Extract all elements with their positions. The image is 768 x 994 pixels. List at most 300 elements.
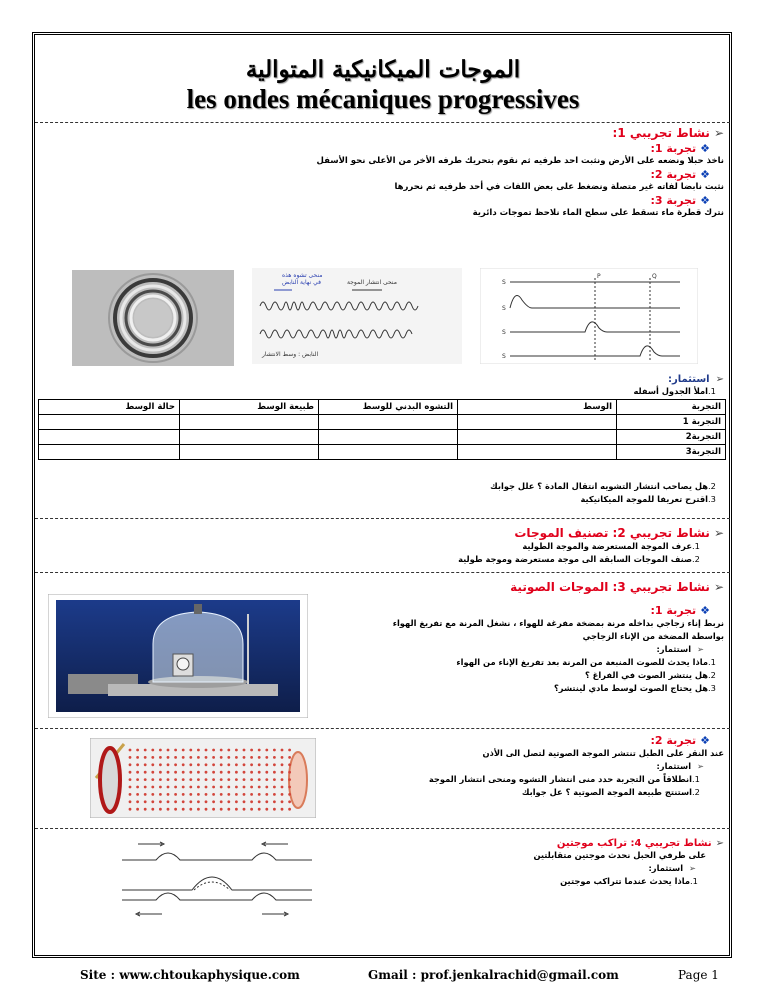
table-header-row bbox=[39, 400, 726, 415]
activity-3-exp-2-title: ❖تجربة 2: bbox=[650, 734, 710, 747]
air-particle bbox=[250, 786, 253, 789]
air-particle bbox=[227, 786, 230, 789]
rope-label-s: S bbox=[502, 353, 506, 360]
air-particle bbox=[250, 800, 253, 803]
air-particle bbox=[205, 808, 208, 811]
air-particle bbox=[205, 778, 208, 781]
exp-3-text: نترك قطرة ماء تسقط على سطح الماء نلاحظ تموجات دائرية bbox=[472, 208, 724, 218]
air-particle bbox=[129, 756, 132, 759]
air-particle bbox=[235, 749, 238, 752]
air-particle bbox=[250, 778, 253, 781]
air-particle bbox=[227, 771, 230, 774]
air-particle bbox=[281, 771, 284, 774]
air-particle bbox=[235, 793, 238, 796]
air-particle bbox=[174, 771, 177, 774]
air-particle bbox=[288, 793, 291, 796]
air-particle bbox=[167, 771, 170, 774]
air-particle bbox=[144, 749, 147, 752]
air-particle bbox=[250, 808, 253, 811]
table-header: حالة الوسط bbox=[39, 400, 180, 415]
air-particle bbox=[205, 763, 208, 766]
air-particle bbox=[159, 763, 162, 766]
spring-label-medium: النابض : وسط الانتشار bbox=[262, 351, 319, 358]
table-cell: التجربة2 bbox=[617, 430, 726, 445]
air-particle bbox=[250, 749, 253, 752]
air-particle bbox=[265, 778, 268, 781]
air-particle bbox=[212, 808, 215, 811]
air-particle bbox=[151, 786, 154, 789]
activity-3-exp-2-text: عند النقر على الطبل تنتشر الموجة الصوتية لتصل الى الأذن bbox=[482, 748, 724, 758]
water-ripples-image bbox=[72, 270, 234, 366]
table-cell[interactable] bbox=[180, 415, 319, 430]
activity-3-exp-2-exploit: ➢استثمار: bbox=[656, 761, 704, 771]
air-particle bbox=[235, 800, 238, 803]
air-particle bbox=[258, 771, 261, 774]
air-particle bbox=[288, 756, 291, 759]
activity-3-exp-1-q1: 1.ماذا يحدث للصوت المنبعة من المرنة بعد تفريغ الإناء من الهواء bbox=[456, 657, 716, 667]
air-particle bbox=[243, 763, 246, 766]
exp-1-text: ناخذ حبلا ونضعه على الأرض ونثبت احد طرفيه ثم نقوم بتحريك طرفه الأخر من الأعلى نحو الأسفل bbox=[316, 156, 724, 166]
exploit-1-more bbox=[44, 480, 724, 506]
air-particle bbox=[197, 749, 200, 752]
arrow-icon: ➢ bbox=[689, 863, 696, 873]
air-particle bbox=[182, 778, 185, 781]
diamond-bullet-icon: ❖ bbox=[700, 194, 710, 207]
air-particle bbox=[144, 800, 147, 803]
air-particle bbox=[144, 778, 147, 781]
arrow-icon: ➢ bbox=[715, 374, 724, 385]
air-particle bbox=[243, 756, 246, 759]
air-particle bbox=[265, 749, 268, 752]
title-french: les ondes mécaniques progressives bbox=[186, 84, 580, 114]
air-particle bbox=[273, 763, 276, 766]
air-particle bbox=[212, 786, 215, 789]
diamond-bullet-icon: ❖ bbox=[700, 604, 710, 617]
activity-3-exp-1-q2: 2.هل ينتشر الصوت في الفراغ ؟ bbox=[584, 670, 716, 680]
activity-3-exp-1-title: ❖تجربة 1: bbox=[650, 604, 710, 617]
air-particle bbox=[227, 749, 230, 752]
arrow-icon: ➢ bbox=[697, 761, 704, 771]
air-particle bbox=[136, 756, 139, 759]
air-particle bbox=[281, 793, 284, 796]
air-particle bbox=[151, 771, 154, 774]
table-header: الوسط bbox=[458, 400, 617, 415]
air-particle bbox=[129, 771, 132, 774]
air-particle bbox=[151, 800, 154, 803]
air-particle bbox=[212, 749, 215, 752]
air-particle bbox=[288, 800, 291, 803]
arrow-icon: ➢ bbox=[713, 126, 724, 140]
activity-2 bbox=[44, 526, 724, 566]
arrow-icon: ➢ bbox=[697, 644, 704, 654]
air-particle bbox=[189, 793, 192, 796]
wave-superposition-image bbox=[112, 838, 322, 920]
air-particle bbox=[136, 763, 139, 766]
air-particle bbox=[258, 793, 261, 796]
air-particle bbox=[227, 763, 230, 766]
air-particle bbox=[258, 808, 261, 811]
air-particle bbox=[182, 793, 185, 796]
activity-4-text: على طرفي الحبل نحدث موجتين متقابلتين bbox=[533, 850, 706, 860]
air-particle bbox=[273, 771, 276, 774]
activity-3-exp-1-exploit: ➢استثمار: bbox=[656, 644, 704, 654]
divider bbox=[35, 728, 730, 729]
air-particle bbox=[281, 786, 284, 789]
activity-2-q1: 1.عرف الموجة المستعرضة والموجة الطولية bbox=[522, 541, 700, 551]
air-particle bbox=[197, 771, 200, 774]
air-particle bbox=[174, 793, 177, 796]
air-particle bbox=[159, 756, 162, 759]
air-particle bbox=[212, 771, 215, 774]
air-particle bbox=[220, 800, 223, 803]
air-particle bbox=[205, 756, 208, 759]
activity-3 bbox=[44, 580, 724, 594]
rope-label-q: Q bbox=[652, 273, 657, 280]
table-cell[interactable] bbox=[458, 445, 617, 460]
activity-3-exp-1-text: نربط إناء زجاجي بداخله مرنة بمضخة مفرغة للهواء ، نشغل المرنة مع تفريغ الهواء bbox=[392, 618, 724, 628]
air-particle bbox=[159, 800, 162, 803]
air-particle bbox=[167, 793, 170, 796]
air-particle bbox=[243, 771, 246, 774]
air-particle bbox=[265, 756, 268, 759]
air-particle bbox=[250, 756, 253, 759]
air-particle bbox=[250, 771, 253, 774]
table-cell[interactable] bbox=[458, 430, 617, 445]
exp-3-title: ❖تجربة 3: bbox=[650, 194, 710, 207]
air-particle bbox=[220, 756, 223, 759]
activity-3-exp-1-q3: 3.هل يحتاج الصوت لوسط مادي لينتشر؟ bbox=[553, 683, 716, 693]
air-particle bbox=[144, 756, 147, 759]
air-particle bbox=[167, 778, 170, 781]
air-particle bbox=[189, 786, 192, 789]
air-particle bbox=[220, 749, 223, 752]
air-particle bbox=[167, 808, 170, 811]
air-particle bbox=[167, 786, 170, 789]
air-particle bbox=[281, 763, 284, 766]
activity-3-exp-2-q1: 1.انطلاقاً من التجربة حدد منى انتشار التشوه ومنحى انتشار الموجة bbox=[428, 774, 700, 784]
air-particle bbox=[174, 808, 177, 811]
exploit-1-q1: 1.املأ الجدول أسفله bbox=[633, 386, 716, 396]
exploit-1-q3: 3.اقترح تعريفا للموجة الميكانيكية bbox=[580, 494, 716, 504]
air-particle bbox=[182, 808, 185, 811]
rope-label-s: S bbox=[502, 329, 506, 336]
table-row bbox=[39, 445, 726, 460]
air-particle bbox=[151, 749, 154, 752]
air-particle bbox=[129, 778, 132, 781]
air-particle bbox=[235, 756, 238, 759]
air-particle bbox=[212, 793, 215, 796]
table-row bbox=[39, 415, 726, 430]
air-particle bbox=[189, 808, 192, 811]
air-particle bbox=[273, 786, 276, 789]
air-particle bbox=[250, 763, 253, 766]
air-particle bbox=[197, 763, 200, 766]
air-particle bbox=[136, 778, 139, 781]
air-particle bbox=[288, 786, 291, 789]
air-particle bbox=[167, 800, 170, 803]
air-particle bbox=[136, 749, 139, 752]
air-particle bbox=[144, 771, 147, 774]
activity-4 bbox=[314, 838, 724, 888]
air-particle bbox=[151, 778, 154, 781]
table-cell[interactable] bbox=[39, 430, 180, 445]
drum-image bbox=[90, 738, 316, 818]
activity-3-exp-2 bbox=[314, 734, 724, 799]
air-particle bbox=[288, 749, 291, 752]
air-particle bbox=[151, 763, 154, 766]
air-particle bbox=[273, 749, 276, 752]
divider bbox=[35, 518, 730, 519]
air-particle bbox=[197, 756, 200, 759]
table-header: طبيعة الوسط bbox=[180, 400, 319, 415]
air-particle bbox=[281, 778, 284, 781]
air-particle bbox=[281, 749, 284, 752]
air-particle bbox=[273, 778, 276, 781]
air-particle bbox=[250, 793, 253, 796]
exploit-1-q2: 2.هل يصاحب انتشار التشويه انتقال المادة ؟ علل جوابك bbox=[490, 481, 716, 491]
air-particle bbox=[227, 756, 230, 759]
diamond-bullet-icon: ❖ bbox=[700, 734, 710, 747]
air-particle bbox=[151, 756, 154, 759]
air-particle bbox=[174, 763, 177, 766]
air-particle bbox=[182, 763, 185, 766]
air-particle bbox=[159, 808, 162, 811]
rope-label-p: P bbox=[597, 273, 601, 280]
air-particle bbox=[235, 763, 238, 766]
air-particle bbox=[136, 800, 139, 803]
air-particle bbox=[281, 800, 284, 803]
air-particle bbox=[220, 763, 223, 766]
air-particle bbox=[288, 763, 291, 766]
air-particle bbox=[189, 771, 192, 774]
air-particle bbox=[189, 763, 192, 766]
air-particle bbox=[227, 800, 230, 803]
table-row bbox=[39, 430, 726, 445]
air-particle bbox=[258, 763, 261, 766]
air-particle bbox=[197, 808, 200, 811]
air-particle bbox=[258, 786, 261, 789]
activity-4-exploit: ➢استثمار: bbox=[648, 863, 696, 873]
exp-1-title: ❖تجربة 1: bbox=[650, 142, 710, 155]
activity-2-heading: ➢نشاط تجريبي 2: تصنيف الموجات bbox=[514, 526, 724, 540]
activity-4-heading: ➢نشاط تجريبي 4: تراكب موجتين bbox=[556, 838, 724, 849]
air-particle bbox=[265, 763, 268, 766]
air-particle bbox=[265, 771, 268, 774]
air-particle bbox=[182, 756, 185, 759]
air-particle bbox=[212, 763, 215, 766]
air-particle bbox=[273, 800, 276, 803]
results-table bbox=[38, 399, 726, 460]
air-particle bbox=[243, 793, 246, 796]
table-cell[interactable] bbox=[319, 445, 458, 460]
air-particle bbox=[258, 756, 261, 759]
air-particle bbox=[265, 786, 268, 789]
arrow-icon: ➢ bbox=[715, 838, 724, 849]
air-particle bbox=[227, 808, 230, 811]
footer-site: Site : www.chtoukaphysique.com bbox=[80, 968, 300, 982]
rope-wave-image bbox=[480, 268, 698, 364]
air-particle bbox=[151, 793, 154, 796]
air-particle bbox=[281, 808, 284, 811]
air-particle bbox=[182, 771, 185, 774]
bell-jar-image bbox=[48, 594, 308, 718]
table-cell[interactable] bbox=[458, 415, 617, 430]
divider bbox=[35, 572, 730, 573]
table-cell[interactable] bbox=[39, 415, 180, 430]
air-particle bbox=[159, 778, 162, 781]
activity-1 bbox=[44, 126, 724, 220]
air-particle bbox=[243, 786, 246, 789]
air-particle bbox=[265, 808, 268, 811]
spring-label-deformation-2: في نهاية النابض bbox=[282, 279, 321, 286]
exp-2-text: نثبت نابضا لفاته غير متصلة ونضغط على بعض اللفات في أحد طرفيه ثم نحررها bbox=[394, 182, 724, 192]
air-particle bbox=[220, 778, 223, 781]
table-cell: التجربة3 bbox=[617, 445, 726, 460]
air-particle bbox=[265, 793, 268, 796]
air-particle bbox=[235, 786, 238, 789]
rope-label-s: S bbox=[502, 305, 506, 312]
rope-label-s: S bbox=[502, 279, 506, 286]
air-particle bbox=[144, 808, 147, 811]
air-particle bbox=[273, 808, 276, 811]
arrow-icon: ➢ bbox=[713, 580, 724, 594]
air-particle bbox=[235, 771, 238, 774]
divider bbox=[35, 828, 730, 829]
air-particle bbox=[159, 749, 162, 752]
spring-label-deformation: منحى تشوه هذه bbox=[282, 272, 323, 279]
table-cell: التجربة 1 bbox=[617, 415, 726, 430]
air-particle bbox=[159, 793, 162, 796]
air-particle bbox=[189, 756, 192, 759]
diamond-bullet-icon: ❖ bbox=[700, 142, 710, 155]
air-particle bbox=[136, 786, 139, 789]
air-particle bbox=[174, 749, 177, 752]
air-particle bbox=[212, 778, 215, 781]
air-particle bbox=[167, 756, 170, 759]
air-particle bbox=[205, 800, 208, 803]
air-particle bbox=[174, 778, 177, 781]
air-particle bbox=[189, 749, 192, 752]
air-particle bbox=[288, 778, 291, 781]
air-particle bbox=[159, 771, 162, 774]
air-particle bbox=[212, 756, 215, 759]
air-particle bbox=[212, 800, 215, 803]
air-particle bbox=[129, 800, 132, 803]
air-particle bbox=[235, 778, 238, 781]
air-particle bbox=[243, 749, 246, 752]
air-particle bbox=[174, 756, 177, 759]
table-cell[interactable] bbox=[319, 430, 458, 445]
activity-3-heading: ➢نشاط تجريبي 3: الموجات الصوتية bbox=[510, 580, 724, 594]
air-particle bbox=[235, 808, 238, 811]
air-particle bbox=[136, 808, 139, 811]
air-particle bbox=[258, 749, 261, 752]
air-particle bbox=[167, 763, 170, 766]
title-arabic: الموجات الميكانيكية المتوالية bbox=[245, 56, 521, 83]
footer-gmail: Gmail : prof.jenkalrachid@gmail.com bbox=[368, 968, 619, 982]
air-particle bbox=[243, 800, 246, 803]
air-particle bbox=[144, 786, 147, 789]
air-particle bbox=[144, 793, 147, 796]
table-cell[interactable] bbox=[39, 445, 180, 460]
air-particle bbox=[227, 778, 230, 781]
air-particle bbox=[182, 800, 185, 803]
table-cell[interactable] bbox=[180, 430, 319, 445]
spring-image bbox=[252, 268, 462, 364]
activity-3-exp-1 bbox=[314, 604, 724, 695]
air-particle bbox=[136, 793, 139, 796]
activity-3-exp-1-text-2: بواسطة المضخة من الإناء الزجاجي bbox=[582, 631, 724, 641]
air-particle bbox=[281, 756, 284, 759]
exploit-1-title: ➢استثمار: bbox=[667, 374, 724, 385]
footer-page: Page 1 bbox=[678, 968, 719, 982]
activity-1-heading: ➢نشاط تجريبي 1: bbox=[612, 126, 724, 140]
exp-2-title: ❖تجربة 2: bbox=[650, 168, 710, 181]
air-particle bbox=[288, 808, 291, 811]
air-particle bbox=[182, 786, 185, 789]
air-particle bbox=[205, 771, 208, 774]
air-particle bbox=[220, 793, 223, 796]
air-particle bbox=[167, 749, 170, 752]
spring-label-propagation: منحى انتشار الموجة bbox=[347, 279, 397, 286]
air-particle bbox=[144, 763, 147, 766]
diamond-bullet-icon: ❖ bbox=[700, 168, 710, 181]
air-particle bbox=[227, 793, 230, 796]
air-particle bbox=[129, 808, 132, 811]
activity-4-q1: 1.ماذا يحدث عندما تتراكب موجتين bbox=[560, 876, 698, 886]
activity-2-q2: 2.صنف الموجات السابقة الى موجة مستعرضة وموجة طولية bbox=[458, 554, 700, 564]
divider bbox=[35, 122, 730, 123]
air-particle bbox=[136, 771, 139, 774]
air-particle bbox=[129, 793, 132, 796]
air-particle bbox=[129, 749, 132, 752]
air-particle bbox=[129, 786, 132, 789]
air-particle bbox=[189, 778, 192, 781]
air-particle bbox=[220, 786, 223, 789]
air-particle bbox=[220, 808, 223, 811]
air-particle bbox=[182, 749, 185, 752]
air-particle bbox=[288, 771, 291, 774]
air-particle bbox=[174, 800, 177, 803]
air-particle bbox=[220, 771, 223, 774]
air-particle bbox=[273, 793, 276, 796]
activity-3-exp-2-q2: 2.استنتج طبيعة الموجة الصوتية ؟ عل جوابك bbox=[521, 787, 700, 797]
table-header: التجربة bbox=[617, 400, 726, 415]
air-particle bbox=[258, 778, 261, 781]
air-particle bbox=[205, 793, 208, 796]
table-header: التشوه البدني للوسط bbox=[319, 400, 458, 415]
air-particle bbox=[174, 786, 177, 789]
air-particle bbox=[189, 800, 192, 803]
air-particle bbox=[243, 808, 246, 811]
table-cell[interactable] bbox=[319, 415, 458, 430]
air-particle bbox=[151, 808, 154, 811]
air-particle bbox=[258, 800, 261, 803]
air-particle bbox=[197, 778, 200, 781]
air-particle bbox=[197, 786, 200, 789]
table-cell[interactable] bbox=[180, 445, 319, 460]
air-particle bbox=[265, 800, 268, 803]
air-particle bbox=[129, 763, 132, 766]
air-particle bbox=[205, 749, 208, 752]
air-particle bbox=[205, 786, 208, 789]
exploit-1 bbox=[44, 374, 724, 398]
arrow-icon: ➢ bbox=[713, 526, 724, 540]
air-particle bbox=[159, 786, 162, 789]
air-particle bbox=[197, 793, 200, 796]
air-particle bbox=[273, 756, 276, 759]
air-particle bbox=[197, 800, 200, 803]
